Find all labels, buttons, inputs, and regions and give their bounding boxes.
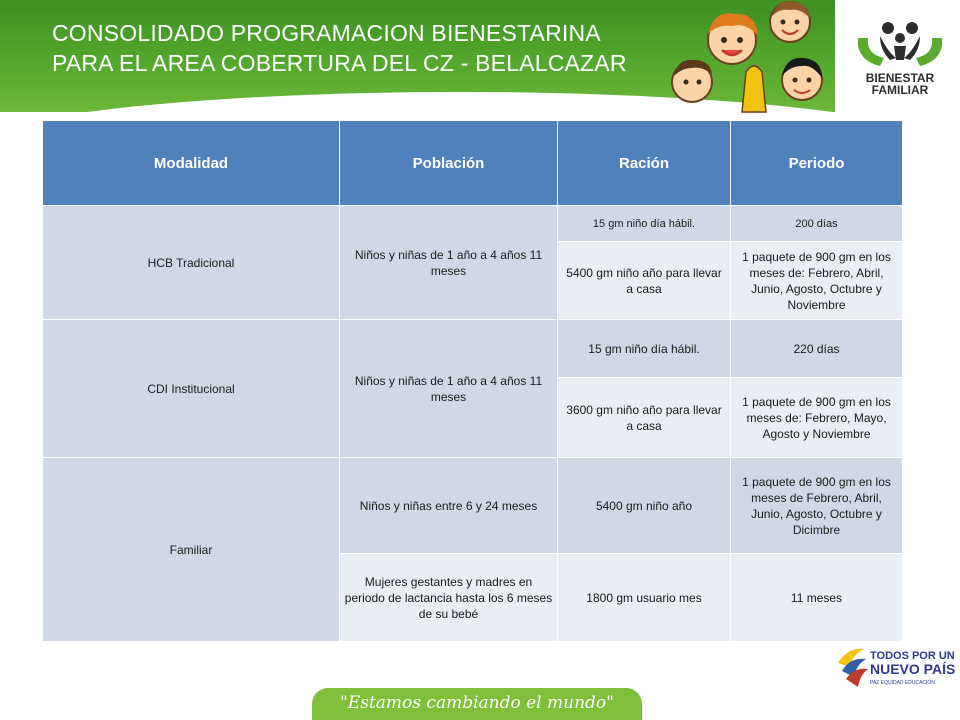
cdi-periodo-1: 220 días xyxy=(731,320,903,378)
programacion-table xyxy=(42,120,903,642)
familiar-poblacion-2: Mujeres gestantes y madres en periodo de lactancia hasta los 6 meses de su bebé xyxy=(340,554,558,642)
children-illustration xyxy=(662,0,837,112)
cdi-racion-1: 15 gm niño día hábil. xyxy=(558,320,731,378)
header-poblacion: Población xyxy=(340,121,558,206)
hcb-modalidad: HCB Tradicional xyxy=(43,206,340,320)
todos-por-un-nuevo-pais-logo xyxy=(836,643,956,693)
hcb-periodo-1: 200 días xyxy=(731,206,903,242)
header-racion: Ración xyxy=(558,121,731,206)
familiar-racion-1: 5400 gm niño año xyxy=(558,458,731,554)
hcb-racion-1: 15 gm niño día hábil. xyxy=(558,206,731,242)
header-modalidad: Modalidad xyxy=(43,121,340,206)
title-line-2: PARA EL AREA COBERTURA DEL CZ - BELALCAZAR xyxy=(52,50,627,76)
table-row xyxy=(43,458,903,554)
cdi-periodo-2: 1 paquete de 900 gm en los meses de: Febrero, Mayo, Agosto y Noviembre xyxy=(731,378,903,458)
cdi-poblacion: Niños y niñas de 1 año a 4 años 11 meses xyxy=(340,320,558,458)
title-line-1: CONSOLIDADO PROGRAMACION BIENESTARINA xyxy=(52,20,601,46)
todos-line-2: NUEVO PAÍS xyxy=(870,661,956,677)
familiar-periodo-2: 11 meses xyxy=(731,554,903,642)
header-periodo: Periodo xyxy=(731,121,903,206)
familiar-racion-2: 1800 gm usuario mes xyxy=(558,554,731,642)
todos-line-3: PAZ EQUIDAD EDUCACIÓN xyxy=(870,680,935,686)
familiar-modalidad: Familiar xyxy=(43,458,340,642)
familiar-poblacion-1: Niños y niñas entre 6 y 24 meses xyxy=(340,458,558,554)
slogan-text: "Estamos cambiando el mundo" xyxy=(340,693,614,713)
todos-line-1: TODOS POR UN xyxy=(870,650,955,662)
table-row xyxy=(43,320,903,378)
table-header-row xyxy=(43,121,903,206)
logo-line-1: BIENESTAR xyxy=(865,71,935,85)
page-title xyxy=(52,18,627,78)
cdi-modalidad: CDI Institucional xyxy=(43,320,340,458)
hcb-periodo-2: 1 paquete de 900 gm en los meses de: Febrero, Abril, Junio, Agosto, Octubre y Noviembre xyxy=(731,242,903,320)
table-row xyxy=(43,206,903,242)
logo-line-2: FAMILIAR xyxy=(871,83,929,97)
familiar-periodo-1: 1 paquete de 900 gm en los meses de Febrero, Abril, Junio, Agosto, Octubre y Dicimbre xyxy=(731,458,903,554)
cdi-racion-2: 3600 gm niño año para llevar a casa xyxy=(558,378,731,458)
hcb-poblacion: Niños y niñas de 1 año a 4 años 11 meses xyxy=(340,206,558,320)
hcb-racion-2: 5400 gm niño año para llevar a casa xyxy=(558,242,731,320)
logo-text xyxy=(852,72,948,96)
